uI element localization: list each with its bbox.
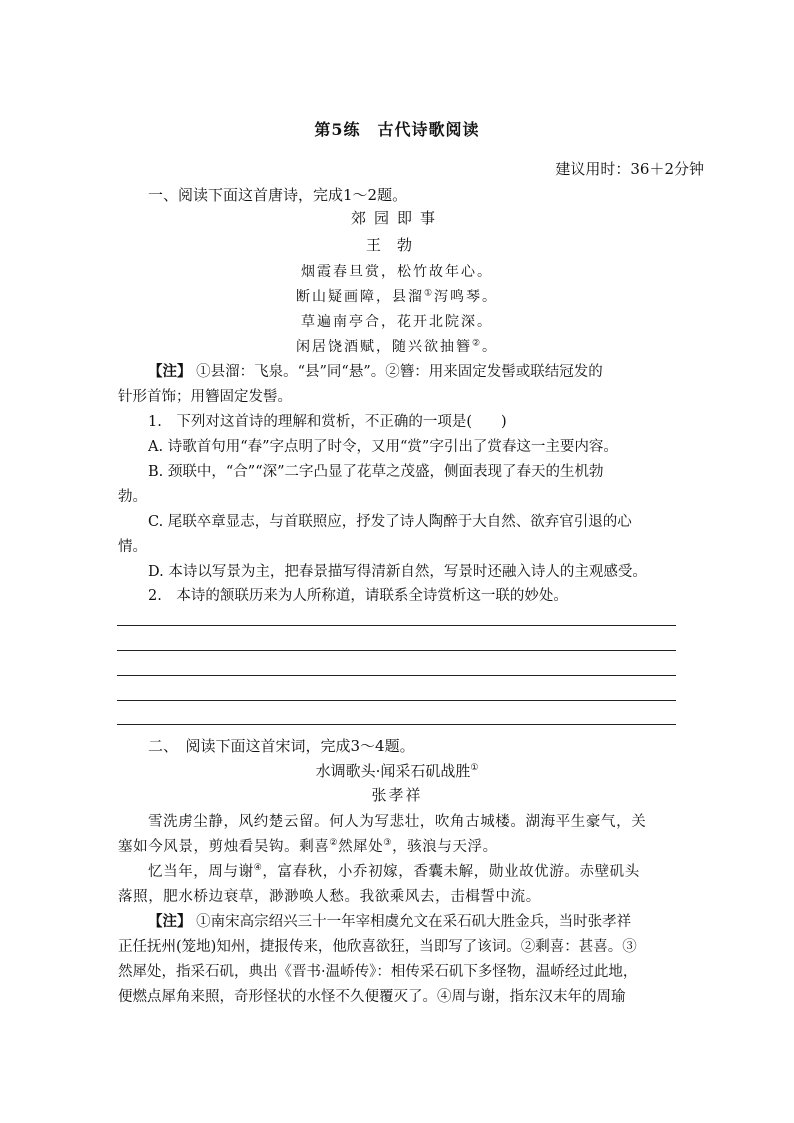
option-a: A. 诗歌首句用“春”字点明了时令，又用“赏”字引出了赏春这一主要内容。: [148, 439, 618, 455]
poem1-note-line-2: 针形首饰；用簪固定发髻。: [118, 389, 292, 405]
option-c-line-2: 情。: [118, 539, 147, 555]
poem2-note-line-2: 正任抚州(笼地)知州，捷报传来，他欣喜欲狂，当即写了该词。②剩喜：甚喜。③: [118, 939, 637, 955]
answer-line: [117, 675, 676, 676]
option-b-line-1: B. 颈联中，“合”“深”二字凸显了花草之茂盛，侧面表现了春天的生机勃: [148, 464, 604, 480]
poem2-text-segment: ，骇浪与天浮。: [392, 839, 498, 855]
answer-line: [117, 724, 676, 725]
poem1-line-4a: 闲居饶酒赋，随兴欲抽簪: [295, 339, 472, 355]
poem2-para2-line-2: 落照，肥水桥边衰草，渺渺唤人愁。我欲乘风去，击楫誓中流。: [118, 889, 541, 905]
option-b-line-2: 勃。: [118, 489, 147, 505]
option-d: D. 本诗以写景为主，把春景描写得清新自然，写景时还融入诗人的主观感受。: [148, 564, 647, 580]
option-c-line-1: C. 尾联卒章显志，与首联照应，抒发了诗人陶醉于大自然、欲弃官引退的心: [148, 514, 632, 530]
poem1-note-line-1: [148, 360, 603, 381]
time-hint: 建议用时：36＋2分钟: [555, 160, 704, 178]
poem1-author: 王勃: [365, 236, 428, 254]
note-text: ①县溜：飞泉。“县”同“悬”。②簪：用来固定发髻或联结冠发的: [196, 364, 603, 380]
poem2-text-segment: 然犀处: [338, 839, 384, 855]
footnote-marker-2: ②: [329, 838, 339, 849]
poem2-note-line-1: [148, 910, 631, 931]
footnote-marker-title: ①: [470, 763, 479, 773]
section1-header: 一、阅读下面这首唐诗，完成1～2题。: [148, 186, 408, 204]
footnote-marker-1: ①: [423, 288, 435, 299]
answer-line: [117, 625, 676, 626]
poem2-author: 张孝祥: [371, 786, 423, 804]
note-label: 【注】: [148, 363, 192, 380]
poem1-line-2a: 断山疑画障，县溜: [295, 289, 424, 305]
poem2-title: [0, 760, 794, 781]
note-text: ①南宋高宗绍兴三十一年宰相虞允文在采石矶大胜金兵，当时张孝祥: [196, 914, 632, 930]
poem2-text-segment: 塞如今风景，剪烛看吴钩。剩喜: [118, 839, 330, 855]
poem2-para1-line-1: 雪洗虏尘静，风约楚云留。何人为写悲壮，吹角古城楼。湖海平生豪气，关: [148, 814, 647, 830]
page-title: 第5练 古代诗歌阅读: [314, 120, 480, 139]
poem2-note-line-4: 便燃点犀角来照，奇形怪状的水怪不久便覆灭了。④周与谢，指东汉末年的周瑜: [118, 989, 626, 1005]
footnote-marker-3: ③: [383, 838, 393, 849]
note-label: 【注】: [148, 913, 192, 930]
poem1-line-4: [0, 336, 794, 356]
poem2-text-segment: 忆当年，周与谢: [148, 864, 254, 880]
poem1-line-2: [0, 286, 794, 306]
footnote-marker-2: ②: [471, 338, 483, 349]
answer-line: [117, 700, 676, 701]
poem1-line-4b: 。: [482, 339, 499, 355]
poem1-title: 郊园即事: [350, 209, 443, 227]
answer-line: [117, 650, 676, 651]
question-1: 1. 下列对这首诗的理解和赏析，不正确的一项是( ): [148, 414, 507, 430]
question-2: 2. 本诗的颔联历来为人所称道，请联系全诗赏析这一联的妙处。: [148, 588, 568, 604]
poem2-para2-line-1: [148, 860, 640, 881]
poem1-line-3: 草遍南亭合，花开北院深。: [301, 314, 493, 330]
poem2-title-text: 水调歌头·闻采石矶战胜: [315, 762, 471, 780]
poem1-line-1: 烟霞春旦赏，松竹故年心。: [301, 264, 493, 280]
poem2-para1-line-2: [118, 835, 498, 856]
poem2-note-line-3: 然犀处，指采石矶，典出《晋书·温峤传》：相传采石矶下多怪物，温峤经过此地，: [118, 964, 638, 980]
poem1-line-2b: 泻鸣琴。: [434, 289, 499, 305]
poem2-text-segment: ，富春秋，小乔初嫁，香囊未解，勋业故优游。赤壁矶头: [262, 864, 640, 880]
section2-header: 二、 阅读下面这首宋词，完成3～4题。: [148, 737, 415, 755]
footnote-marker-4: ④: [253, 863, 263, 874]
